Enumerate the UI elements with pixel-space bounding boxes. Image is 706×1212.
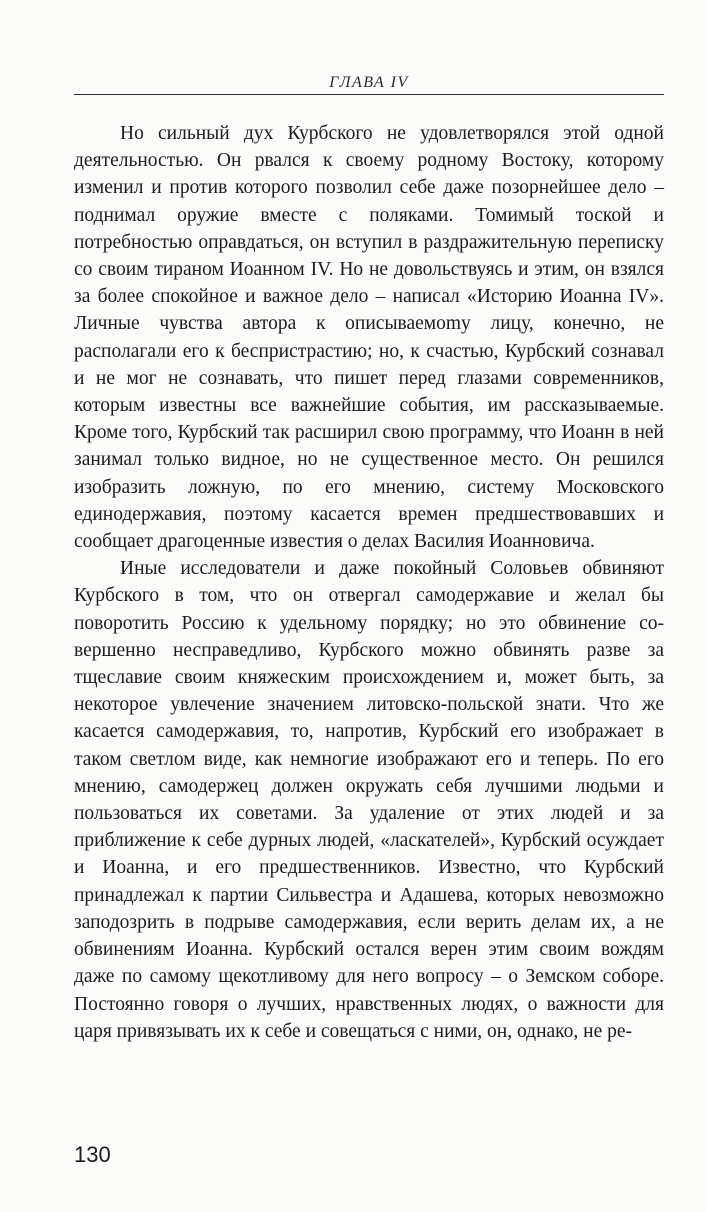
page-number: 130 bbox=[74, 1142, 111, 1167]
paragraph-1: Но сильный дух Курбского не удовлетворялся этой одной деятельностью. Он рвался к своему родному Востоку, которому изменил и против которого позволил себе даже позорнейшее дело – поднимал оружие вместе с поляками. Томимый тоской и потребностью оправдаться, он вступил в раздражительную переписку со своим тираном Иоанном IV. Но не довольствуясь и этим, он взялся за более спокойное и важное дело – написал «Историю Иоанна IV». Личные чувства автора к описываемоmу лицу, конечно, не располагали его к беспристрастию; но, к счастью, Курбский сознавал и не мог не сознавать, что пишет перед глазами современников, которым известны все важнейшие события, им рассказываемые. Кроме того, Курбский так расширил свою программу, что Иоанн в ней занимал только видное, но не существенное место. Он решился изобразить ложную, по его мнению, систему Московского единодержавия, поэтому касается времен предшествовавших и сообщает драгоценные известия о делах Василия Иоанновича. bbox=[74, 123, 664, 553]
paragraph-2: Иные исследователи и даже покойный Соловьев обвиняют Курбского в том, что он отвергал самодержавие и желал бы поворотить Россию к удельному порядку; но это обвинение совершенно несправедливо, Курбского можно обвинять разве за тщеславие своим княжеским происхождением и, может быть, за некоторое увлечение значением литовско-польской знати. Что же касается самодержавия, то, напротив, Курбский его изображает в таком светлом виде, как немногие изображают его и теперь. По его мнению, самодержец должен окружать себя лучшими людьми и пользоваться их советами. За удаление от этих людей и за приближение к себе дурных людей, «ласкателей», Курбский осуждает и Иоанна, и его предшественников. Известно, что Курбский принадлежал к партии Сильвестра и Адашева, которых невозможно заподозрить в подрыве самодержавия, если верить делам их, а не обвинениям Иоанна. Курбский остался верен этим своим вождям даже по самому щекотливому для него вопросу – о Земском соборе. Постоянно говоря о лучших, нравственных людях, о важности для царя привязывать их к себе и совещаться с ними, он, однако, не ре- bbox=[74, 558, 664, 1042]
running-header bbox=[74, 72, 664, 95]
chapter-title: ГЛАВА IV bbox=[329, 74, 409, 91]
page-body bbox=[74, 120, 664, 1045]
